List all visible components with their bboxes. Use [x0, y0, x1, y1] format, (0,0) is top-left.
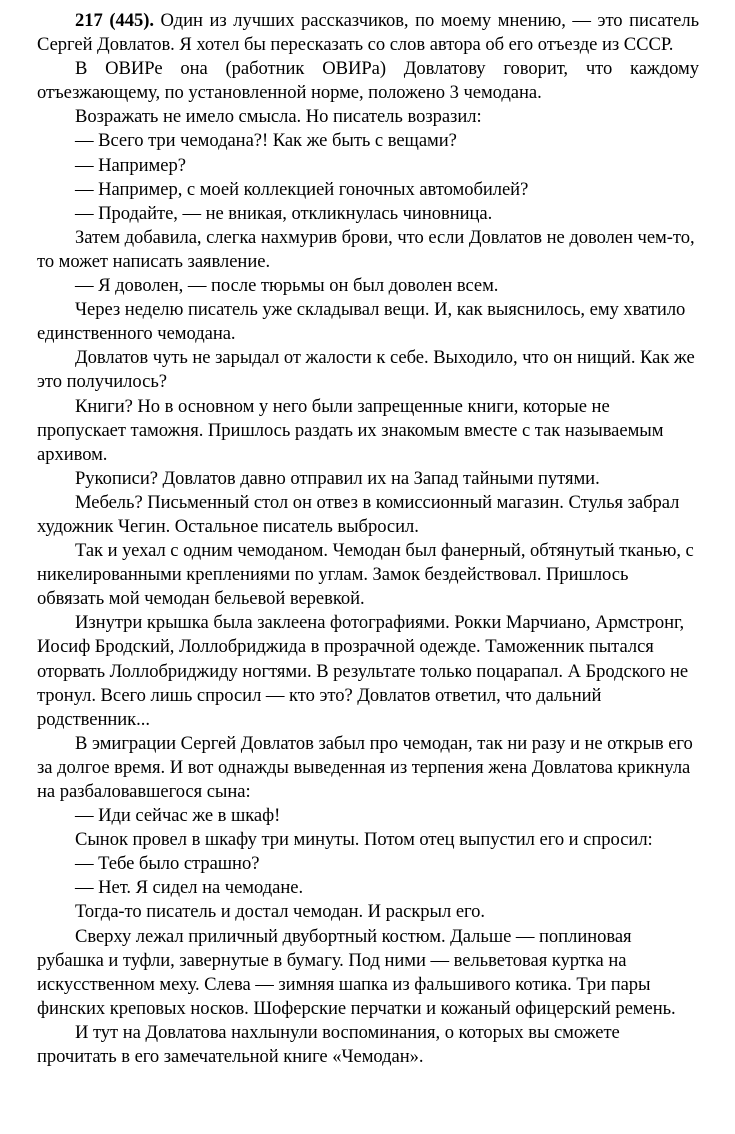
paragraph-text: — Иди сейчас же в шкаф! [75, 805, 281, 827]
paragraph-text: — Всего три чемодана?! Как же быть с вещами? [75, 130, 457, 152]
paragraph-text: Мебель? Письменный стол он отвез в комиссионный магазин. Стулья забрал художник Чегин. Остальное писатель выбросил. [37, 491, 680, 537]
paragraph-text: — Я доволен, — после тюрьмы он был доволен всем. [75, 275, 499, 297]
dialogue-line-three-suitcases [37, 129, 699, 153]
paragraph-text: — Например, с моей коллекцией гоночных автомобилей? [75, 178, 529, 200]
paragraph-poverty [37, 346, 699, 394]
paragraph-text: В эмиграции Сергей Довлатов забыл про чемодан, так ни разу и не открыв его за долгое время. И вот однажды выведенная из терпения жена Довлатова крикнула на разбаловавшегося сына: [37, 732, 693, 802]
exercise-217 [37, 9, 699, 1069]
paragraph-text: Один из лучших рассказчиков, по моему мнению, — это писатель Сергей Довлатов. Я хотел бы пересказать со слов автора об его отъезде из СССР. [37, 10, 700, 56]
paragraph-objection [37, 105, 699, 129]
dialogue-line-sell-them [37, 202, 699, 226]
paragraph-text: В ОВИРе она (работник ОВИРа) Довлатову говорит, что каждому отъезжающему, по установленной норме, положено 3 чемодана. [37, 58, 699, 104]
paragraph-complaint [37, 226, 699, 274]
paragraph-text: Книги? Но в основном у него были запрещенные книги, которые не пропускает таможня. Пришлось раздать их знакомым вместе с так называемым архивом. [37, 395, 664, 465]
paragraph-opened-suitcase [37, 900, 699, 924]
paragraph-text: Через неделю писатель уже складывал вещи. И, как выяснилось, ему хватило единственного чемодана. [37, 299, 686, 345]
paragraph-emigration [37, 732, 699, 804]
paragraph-text: Возражать не имело смысла. Но писатель возразил: [75, 106, 482, 128]
dialogue-line-example-cars [37, 178, 699, 202]
paragraph-furniture [37, 491, 699, 539]
paragraph-text: — Нет. Я сидел на чемодане. [75, 877, 304, 899]
paragraph-text: Сверху лежал приличный двубортный костюм. Дальше — поплиновая рубашка и туфли, завернутые в бумагу. Под ними — вельветовая куртка на искусственном меху. Слева — зимняя шапка из фальшивого котика. Три пары финских креповых носков. Шоферские перчатки и кожаный офицерский ремень. [37, 925, 676, 1019]
paragraph-text: Затем добавила, слегка нахмурив брови, что если Довлатов не доволен чем-то, то может написать заявление. [37, 226, 695, 272]
paragraph-text: — Тебе было страшно? [75, 853, 260, 875]
paragraph-son-in-closet [37, 828, 699, 852]
paragraph-text: Изнутри крышка была заклеена фотографиями. Рокки Марчиано, Армстронг, Иосиф Бродский, Лоллобриджида в прозрачной одежде. Таможенник пытался оторвать Лоллобриджиду ногтями. В результате только поцарапал. А Бродского не тронул. Всего лишь спросил — кто это? Довлатов ответил, что дальний родственник... [37, 612, 689, 730]
dialogue-line-were-you-scared [37, 852, 699, 876]
dialogue-line-go-to-closet [37, 804, 699, 828]
paragraph-text: — Продайте, — не вникая, откликнулась чиновница. [75, 202, 493, 224]
paragraph-contents [37, 925, 699, 1021]
paragraph-manuscripts [37, 467, 699, 491]
paragraph-text: Так и уехал с одним чемоданом. Чемодан был фанерный, обтянутый тканью, с никелированными креплениями по углам. Замок бездействовал. Пришлось обвязать мой чемодан бельевой веревкой. [37, 540, 694, 610]
paragraph-ovir [37, 57, 699, 105]
paragraph-text: — Например? [75, 154, 186, 176]
dialogue-line-satisfied [37, 274, 699, 298]
paragraph-packing [37, 298, 699, 346]
dialogue-line-sat-on-suitcase [37, 876, 699, 900]
paragraph-text: Сынок провел в шкафу три минуты. Потом отец выпустил его и спросил: [75, 829, 653, 851]
paragraph-memories [37, 1021, 699, 1069]
paragraph-text: Тогда-то писатель и достал чемодан. И раскрыл его. [75, 901, 485, 923]
paragraph-text: Довлатов чуть не зарыдал от жалости к себе. Выходило, что он нищий. Как же это получилось? [37, 347, 695, 393]
paragraph-opening [37, 9, 699, 57]
paragraph-photographs [37, 611, 699, 731]
dialogue-line-example-q [37, 154, 699, 178]
paragraph-text: Рукописи? Довлатов давно отправил их на Запад тайными путями. [75, 467, 600, 489]
paragraph-books [37, 395, 699, 467]
paragraph-text: И тут на Довлатова нахлынули воспоминания, о которых вы сможете прочитать в его замечательной книге «Чемодан». [37, 1021, 620, 1068]
paragraph-suitcase-description [37, 539, 699, 611]
exercise-number-label: 217 (445). [75, 10, 154, 31]
